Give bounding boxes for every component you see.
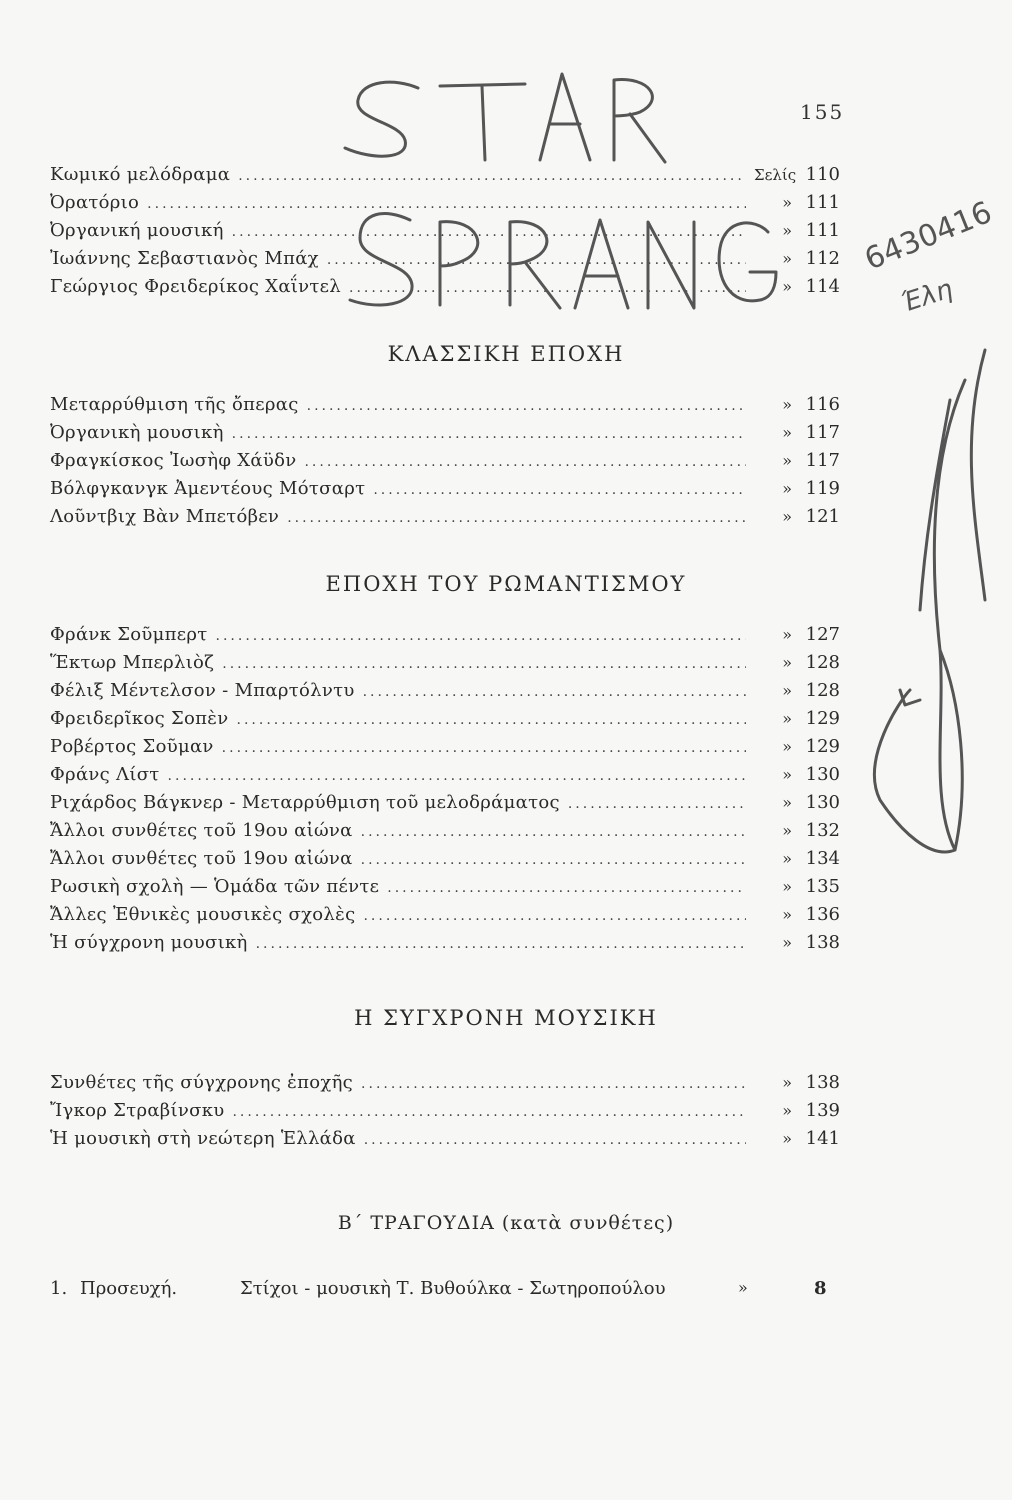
entry-title: Συνθέτες τῆς σύγχρονης ἐποχῆς (50, 1072, 354, 1093)
entry-page: 110 (805, 164, 840, 185)
dot-leader (361, 824, 746, 840)
song-title: Προσευχή. (80, 1278, 178, 1299)
page-marker: » (782, 1101, 792, 1120)
toc-entry (50, 450, 840, 478)
entry-page: 116 (805, 394, 840, 415)
toc-entry (50, 1072, 840, 1100)
dot-leader (232, 426, 746, 442)
entry-page: 128 (805, 652, 840, 673)
toc-block-opening (50, 164, 840, 304)
entry-page: 129 (805, 708, 840, 729)
entry-page: 138 (805, 1072, 840, 1093)
page-marker: » (782, 765, 792, 784)
toc-entry (50, 478, 840, 506)
page-marker: » (782, 737, 792, 756)
entry-title: Ρωσικὴ σχολὴ — Ὁμάδα τῶν πέντε (50, 876, 380, 897)
entry-title: Ριχάρδος Βάγκνερ - Μεταρρύθμιση τοῦ μελοδράματος (50, 792, 560, 813)
dot-leader (287, 510, 746, 526)
page-marker: » (738, 1278, 748, 1297)
toc-entry (50, 624, 840, 652)
dot-leader (363, 684, 746, 700)
entry-page: 136 (805, 904, 840, 925)
page-marker: » (782, 849, 792, 868)
toc-entry (50, 848, 840, 876)
toc-block-romanticism (50, 624, 840, 960)
page-marker: » (782, 709, 792, 728)
entry-title: Ἄλλοι συνθέτες τοῦ 19ου αἰώνα (50, 820, 353, 841)
page-marker: » (782, 625, 792, 644)
page-marker: » (782, 451, 792, 470)
page-marker: » (782, 395, 792, 414)
entry-title: Ὀργανική μουσική (50, 220, 224, 241)
entry-title: Ἕκτωρ Μπερλιὸζ (50, 652, 215, 673)
toc-entry (50, 736, 840, 764)
entry-page: 141 (805, 1128, 840, 1149)
entry-page: 117 (805, 450, 840, 471)
entry-page: 114 (805, 276, 840, 297)
dot-leader (363, 908, 746, 924)
toc-entry (50, 652, 840, 680)
song-credits: Στίχοι - μουσικὴ Τ. Βυθούλκα - Σωτηροπούλου (240, 1278, 666, 1299)
dot-leader (568, 796, 746, 812)
page-marker: » (782, 193, 792, 212)
page-marker: » (782, 877, 792, 896)
margin-note-number: 6430416 (859, 194, 997, 278)
dot-leader (364, 1132, 746, 1148)
dot-leader (222, 656, 746, 672)
entry-title: Ἰωάννης Σεβαστιανὸς Μπάχ (50, 248, 319, 269)
section-heading: ΕΠΟΧΗ ΤΟΥ ΡΩΜΑΝΤΙΣΜΟΥ (325, 572, 687, 596)
dot-leader (232, 224, 746, 240)
entry-page: 139 (805, 1100, 840, 1121)
song-entry (50, 1278, 840, 1308)
entry-title: Γεώργιος Φρειδερίκος Χαΐντελ (50, 276, 342, 297)
toc-entry (50, 164, 840, 192)
entry-page: 111 (805, 220, 840, 241)
toc-block-contemporary (50, 1072, 840, 1156)
entry-title: Φράνς Λίστ (50, 764, 160, 785)
dot-leader (373, 482, 746, 498)
toc-entry (50, 1128, 840, 1156)
bird-sketch (874, 350, 985, 852)
margin-note-word: Έλη (897, 274, 957, 319)
entry-title: Ἡ μουσικὴ στὴ νεώτερη Ἑλλάδα (50, 1128, 356, 1149)
page-marker: » (782, 905, 792, 924)
entry-title: Ὀρατόριο (50, 192, 140, 213)
entry-title: Ἄλλοι συνθέτες τοῦ 19ου αἰώνα (50, 848, 353, 869)
entry-title: Ροβέρτος Σοῦμαν (50, 736, 214, 757)
page-marker: » (782, 1073, 792, 1092)
dot-leader (238, 168, 746, 184)
dot-leader (387, 880, 746, 896)
dot-leader (304, 454, 746, 470)
dot-leader (147, 196, 746, 212)
dot-leader (349, 280, 746, 296)
dot-leader (222, 740, 746, 756)
dot-leader (216, 628, 746, 644)
toc-entry (50, 394, 840, 422)
entry-title: Βόλφγκανγκ Ἀμεντέους Μότσαρτ (50, 478, 366, 499)
entry-title: Λοῦντβιχ Βὰν Μπετόβεν (50, 506, 280, 527)
page-marker: » (782, 933, 792, 952)
page-marker: » (782, 249, 792, 268)
entry-title: Ἡ σύγχρονη μουσικὴ (50, 932, 248, 953)
entry-title: Ὀργανικὴ μουσικὴ (50, 422, 224, 443)
page-marker: » (782, 507, 792, 526)
toc-entry (50, 1100, 840, 1128)
toc-entry (50, 792, 840, 820)
entry-page: 117 (805, 422, 840, 443)
toc-entry (50, 422, 840, 450)
entry-title: Μεταρρύθμιση τῆς ὄπερας (50, 394, 299, 415)
entry-page: 112 (805, 248, 840, 269)
entry-page: 135 (805, 876, 840, 897)
toc-entry (50, 708, 840, 736)
toc-entry (50, 248, 840, 276)
entry-page: 127 (805, 624, 840, 645)
page-marker: » (782, 1129, 792, 1148)
entry-title: Κωμικό μελόδραμα (50, 164, 231, 185)
dot-leader (256, 936, 746, 952)
entry-title: Φρειδερῖκος Σοπὲν (50, 708, 229, 729)
toc-block-classical (50, 394, 840, 534)
page-marker: » (782, 423, 792, 442)
toc-entry (50, 220, 840, 248)
dot-leader (237, 712, 746, 728)
page-marker: » (782, 821, 792, 840)
page-marker: » (782, 479, 792, 498)
entry-title: Φέλιξ Μέντελσον - Μπαρτόλντυ (50, 680, 355, 701)
page-marker: » (782, 681, 792, 700)
toc-entry (50, 680, 840, 708)
song-page: 8 (814, 1278, 827, 1299)
page-number: 155 (800, 100, 845, 124)
toc-entry (50, 932, 840, 960)
entry-page: 138 (805, 932, 840, 953)
entry-page: 129 (805, 736, 840, 757)
page-marker: » (782, 653, 792, 672)
toc-entry (50, 904, 840, 932)
toc-entry (50, 276, 840, 304)
entry-title: Ἄλλες Ἐθνικὲς μουσικὲς σχολὲς (50, 904, 356, 925)
section-heading: Η ΣΥΓΧΡΟΝΗ ΜΟΥΣΙΚΗ (354, 1006, 658, 1030)
handwritten-word-star (345, 74, 665, 162)
dot-leader (307, 398, 746, 414)
songs-heading: Β΄ ΤΡΑΓΟΥΔΙΑ (κατὰ συνθέτες) (337, 1212, 675, 1234)
toc-entry (50, 876, 840, 904)
dot-leader (168, 768, 746, 784)
page-marker: » (782, 277, 792, 296)
dot-leader (327, 252, 746, 268)
entry-page: 132 (805, 820, 840, 841)
page-marker: » (782, 793, 792, 812)
entry-page: 119 (805, 478, 840, 499)
song-number: 1. (50, 1278, 68, 1299)
page-marker: » (782, 221, 792, 240)
entry-page: 121 (805, 506, 840, 527)
section-heading: ΚΛΑΣΣΙΚΗ ΕΠΟΧΗ (387, 342, 625, 366)
page-marker: Σελίς (754, 166, 797, 184)
toc-entry (50, 192, 840, 220)
entry-title: Φραγκίσκος Ἰωσὴφ Χάϋδν (50, 450, 297, 471)
dot-leader (361, 852, 746, 868)
toc-entry (50, 506, 840, 534)
dot-leader (232, 1104, 746, 1120)
entry-title: Ἴγκορ Στραβίνσκυ (50, 1100, 225, 1121)
dot-leader (361, 1076, 746, 1092)
entry-page: 111 (805, 192, 840, 213)
toc-entry (50, 820, 840, 848)
entry-page: 134 (805, 848, 840, 869)
entry-page: 130 (805, 792, 840, 813)
entry-title: Φράνκ Σοῦμπερτ (50, 624, 208, 645)
toc-entry (50, 764, 840, 792)
entry-page: 130 (805, 764, 840, 785)
entry-page: 128 (805, 680, 840, 701)
